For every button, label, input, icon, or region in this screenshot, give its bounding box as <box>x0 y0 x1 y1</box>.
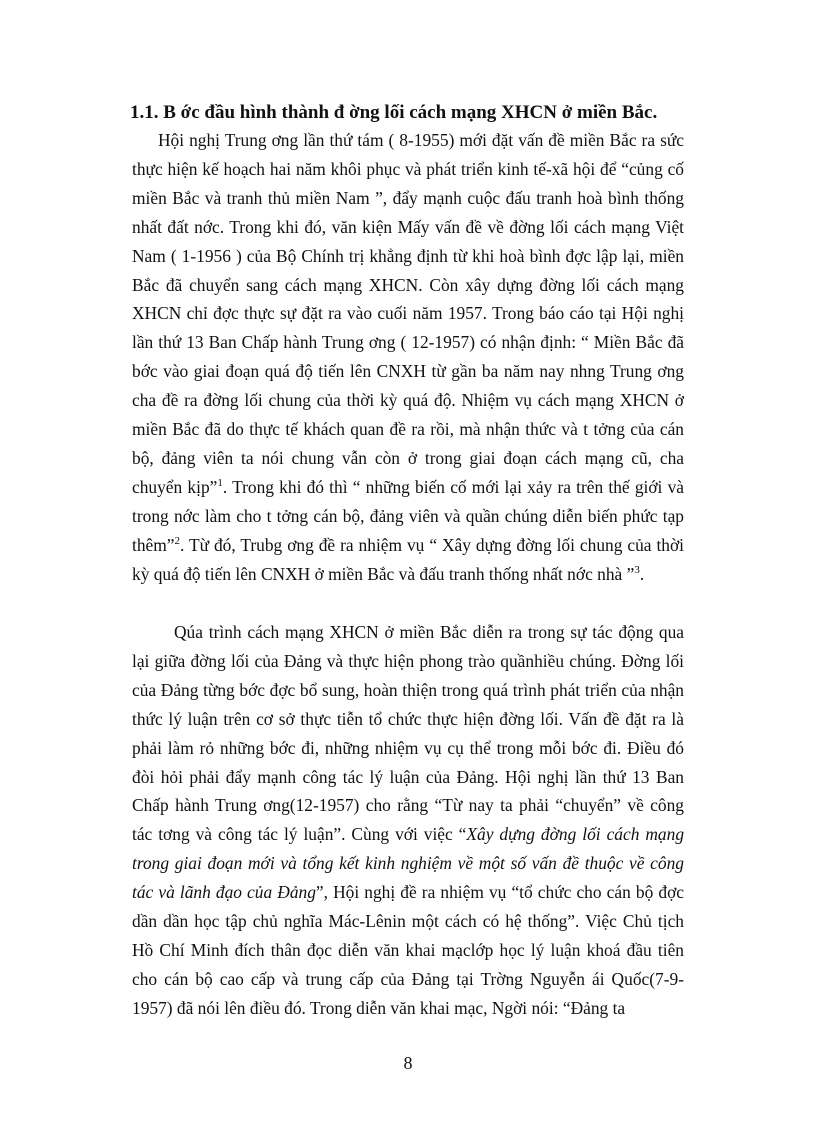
paragraph-1-text-b: . Trong khi đó thì “ những biến cố mới lại xảy ra trên thế giới và trong nớc làm cho t tởng cán bộ, đảng viên và quần chúng diễn biến phức tạp thêm” <box>132 476 684 555</box>
page-number: 8 <box>403 1053 413 1073</box>
paragraph-1-text-c: . Từ đó, Trubg ơng đề ra nhiệm vụ “ Xây dựng đờng lối chung của thời kỳ quá độ tiến lên CNXH ở miền Bắc và đấu tranh thống nhất nớc nhà ” <box>132 534 684 584</box>
paragraph-1 <box>132 126 684 589</box>
footnote-ref-2: 2 <box>174 534 180 547</box>
section-heading: 1.1. B ớc đầu hình thành đ ờng lối cách mạng XHCN ở miền Bắc. <box>130 102 658 123</box>
paragraph-2-italic-quote: Xây dựng đờng lối cách mạng trong giai đoạn mới và tổng kết kinh nghiệm về một số vấn đề thuộc về công tác và lãnh đạo của Đảng <box>132 824 685 903</box>
paragraph-1-text-d: . <box>639 563 645 584</box>
footnote-ref-1: 1 <box>217 477 223 490</box>
paragraph-1-text-a: Hội nghị Trung ơng lần thứ tám ( 8-1955) mới đặt vấn đề miền Bắc ra sức thực hiện kế hoạch hai năm khôi phục và phát triển kinh tế-xã hội để “củng cố miền Bắc và tranh thủ miền Nam ”, đẩy mạnh cuộc đấu tranh hoà bình thống nhất đất nớc. Trong khi đó, văn kiện Mấy vấn đề về đờng lối cách mạng Việt Nam ( 1-1956 ) của Bộ Chính trị khẳng định từ khi hoà bình đợc lập lại, miền Bắc đã chuyển sang cách mạng XHCN. Còn xây dựng đờng lối cách mạng XHCN chỉ đợc thực sự đặt ra vào cuối năm 1957. Trong báo cáo tại Hội nghị lần thứ 13 Ban Chấp hành Trung ơng ( 12-1957) có nhận định: “ Miền Bắc đã bớc vào giai đoạn quá độ tiến lên CNXH từ gần ba năm nay nhng Trung ơng cha đề ra đờng lối chung của thời kỳ quá độ. Nhiệm vụ cách mạng XHCN ở miền Bắc đã do thực tế khách quan đề ra rồi, mà nhận thức và t tởng của cán bộ, đảng viên ta nói chung vẫn còn ở trong giai đoạn cách mạng cũ, cha chuyển kịp” <box>132 130 684 497</box>
paragraph-2-text-b: ”, Hội nghị đề ra nhiệm vụ “tổ chức cho cán bộ đợc dần dần học tập chủ nghĩa Mác-Lênin một cách có hệ thống”. Việc Chủ tịch Hồ Chí Minh đích thân đọc diễn văn khai mạclớp học lý luận khoá đầu tiên cho cán bộ cao cấp và trung cấp của Đảng tại Trờng Nguyễn ái Quốc(7-9-1957) đã nói lên điều đó. Trong diễn văn khai mạc, Ngời nói: “Đảng ta <box>132 882 685 1018</box>
paragraph-2 <box>132 618 684 1023</box>
footnote-ref-3: 3 <box>634 563 640 576</box>
paragraph-2-text-a: Qúa trình cách mạng XHCN ở miền Bắc diễn ra trong sự tác động qua lại giữa đờng lối của Đảng và thực hiện phong trào quầnhiều chúng. Đờng lối của Đảng từng bớc đợc bổ sung, hoàn thiện trong quá trình phát triển của nhận thức lý luận trên cơ sở thực tiễn tổ chức thực hiện đờng lối. Vấn đề đặt ra là phải làm rỏ những bớc đi, những nhiệm vụ cụ thể trong mỗi bớc đi. Điều đó đòi hỏi phải đẩy mạnh công tác lý luận của Đảng. Hội nghị lần thứ 13 Ban Chấp hành Trung ơng(12-1957) cho rằng “Từ nay ta phải “chuyển” về công tác tơng và công tác lý luận”. Cùng với việc “ <box>132 622 684 845</box>
